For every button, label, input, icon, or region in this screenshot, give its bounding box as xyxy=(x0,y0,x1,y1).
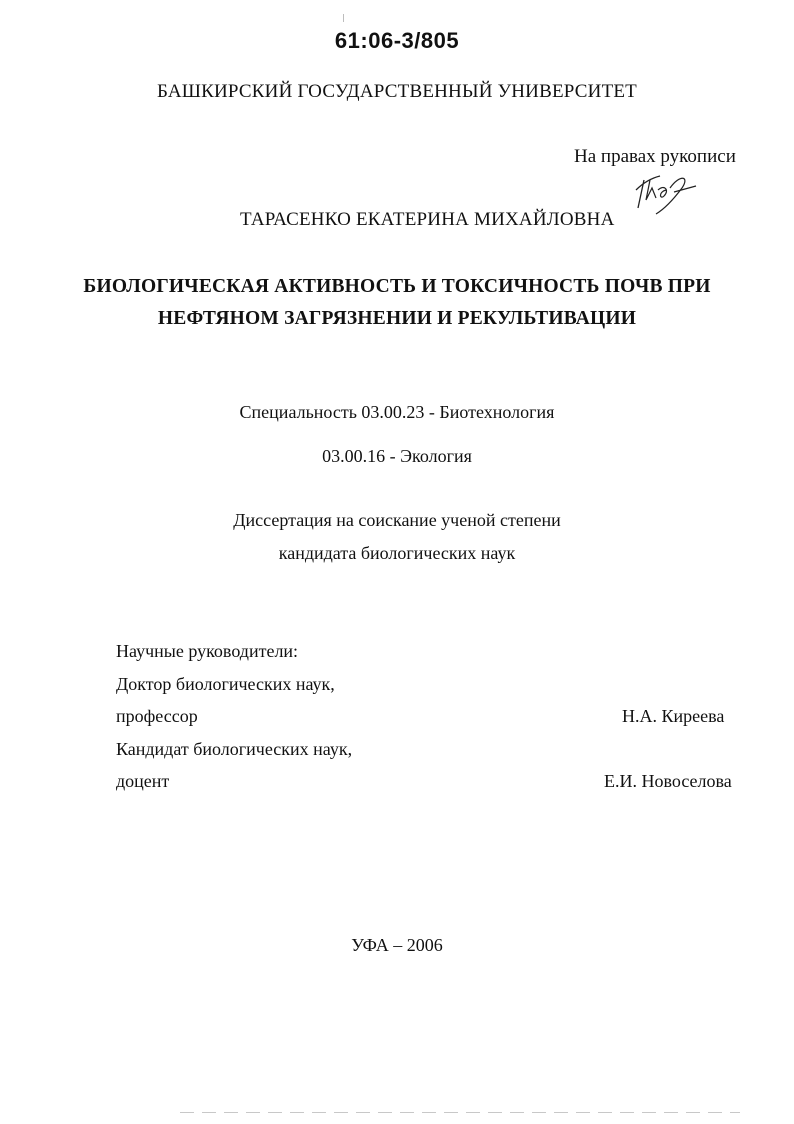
city-year: УФА – 2006 xyxy=(351,935,443,955)
specialty-ecology: 03.00.16 - Экология xyxy=(322,446,472,466)
supervisor-2-name: Е.И. Новоселова xyxy=(604,771,732,791)
thesis-title-line-2: НЕФТЯНОМ ЗАГРЯЗНЕНИИ И РЕКУЛЬТИВАЦИИ xyxy=(157,308,637,329)
author-name: ТАРАСЕНКО ЕКАТЕРИНА МИХАЙЛОВНА xyxy=(240,209,615,230)
degree-name: кандидата биологических наук xyxy=(278,543,516,563)
scan-artifact-top xyxy=(343,14,344,22)
degree-statement: Диссертация на соискание ученой степени xyxy=(233,510,561,530)
handwritten-signature xyxy=(630,168,700,218)
supervisor-2-degree: Кандидат биологических наук, xyxy=(116,739,353,759)
thesis-title xyxy=(0,271,794,335)
university-name: БАШКИРСКИЙ ГОСУДАРСТВЕННЫЙ УНИВЕРСИТЕТ xyxy=(156,81,637,102)
supervisor-2-title: доцент xyxy=(116,771,170,791)
supervisor-1-title: профессор xyxy=(116,706,198,726)
thesis-title-line-1: БИОЛОГИЧЕСКАЯ АКТИВНОСТЬ И ТОКСИЧНОСТЬ ПОЧВ ПРИ xyxy=(83,276,711,297)
supervisor-1-name: Н.А. Киреева xyxy=(622,706,725,726)
catalog-number: 61:06-3/805 xyxy=(334,28,460,53)
scan-artifact-bottom xyxy=(180,1112,740,1113)
specialty-biotechnology: Специальность 03.00.23 - Биотехнология xyxy=(239,402,555,422)
manuscript-note: На правах рукописи xyxy=(574,146,736,167)
supervisor-1-degree: Доктор биологических наук, xyxy=(116,674,335,694)
supervisors-heading: Научные руководители: xyxy=(116,641,299,661)
